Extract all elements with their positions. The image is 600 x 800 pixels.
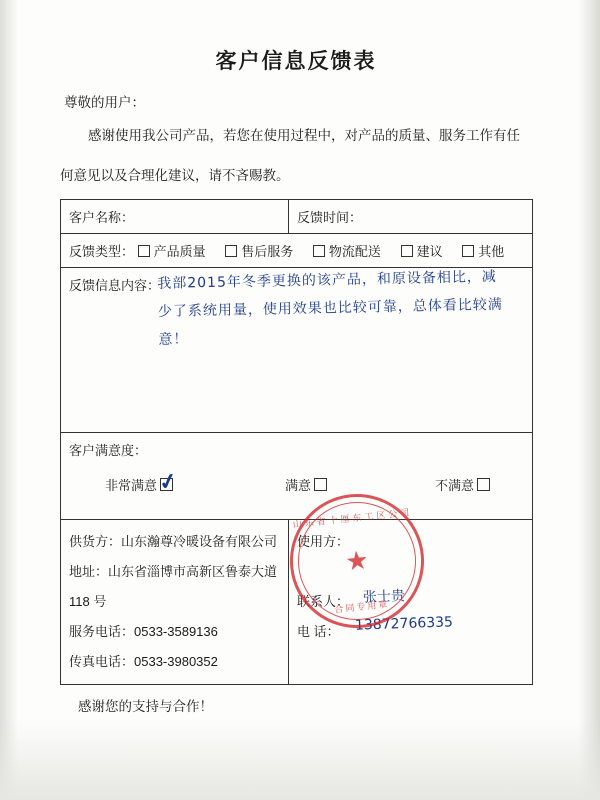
radio-label: 非常满意 xyxy=(105,478,158,493)
contact-line xyxy=(297,587,524,617)
seal-top-text: 山东省十厘东工区公司 xyxy=(292,506,413,530)
supplier-name: 山东瀚尊冷暖设备有限公司 xyxy=(121,534,278,549)
user-label-line xyxy=(297,527,524,557)
feedback-time-cell[interactable] xyxy=(289,200,533,234)
check-mark-icon: ✓ xyxy=(156,467,180,496)
checkbox-box-icon xyxy=(401,245,413,257)
seal-bottom-text: 合同专用章 xyxy=(333,598,390,615)
checkbox-box-icon xyxy=(313,245,325,257)
checkbox-box-icon xyxy=(314,478,327,491)
scan-shadow-right xyxy=(578,0,600,800)
star-icon: ★ xyxy=(343,544,371,577)
document-body xyxy=(60,45,532,715)
checkbox-product-quality[interactable] xyxy=(138,241,206,260)
feedback-type-label: 反馈类型： xyxy=(69,244,135,259)
checkbox-box-icon xyxy=(138,245,150,257)
checkbox-label: 其他 xyxy=(478,244,505,259)
feedback-content-label: 反馈信息内容： xyxy=(69,278,161,293)
checkbox-after-sales[interactable] xyxy=(225,241,293,260)
checkbox-suggestion[interactable] xyxy=(401,241,443,260)
checkbox-box-icon xyxy=(225,245,237,257)
checkbox-label: 售后服务 xyxy=(241,244,294,259)
checkbox-logistics[interactable] xyxy=(313,241,381,260)
phone-label: 电 话： xyxy=(297,624,340,639)
contact-phone-handwriting: 13872766335 xyxy=(354,614,454,634)
table-row-feedback-content xyxy=(61,268,533,433)
scan-shadow-left xyxy=(0,0,18,800)
satisfaction-options xyxy=(69,467,524,496)
supplier-address-line2: 118 号 xyxy=(69,594,107,609)
checkbox-label: 产品质量 xyxy=(153,244,206,259)
radio-very-satisfied[interactable] xyxy=(105,467,180,496)
intro-paragraph: 感谢使用我公司产品，若您在使用过程中，对产品的质量、服务工作有任 xyxy=(88,128,520,143)
checkbox-box-icon xyxy=(477,478,490,491)
customer-name-cell[interactable] xyxy=(61,200,289,234)
user-label: 使用方： xyxy=(297,534,350,549)
supplier-service-phone-line xyxy=(69,617,280,647)
checkbox-box-icon xyxy=(462,245,474,257)
supplier-address-line1 xyxy=(69,557,280,587)
checkbox-other[interactable] xyxy=(462,241,504,260)
scan-shadow-bottom xyxy=(0,720,600,800)
fax-label: 传真电话： xyxy=(69,654,135,669)
table-row-satisfaction xyxy=(61,433,533,520)
checkbox-label: 物流配送 xyxy=(328,244,381,259)
salutation: 尊敬的用户： xyxy=(64,95,145,110)
contact-name-handwriting: 张士贵 xyxy=(362,588,406,606)
radio-label: 满意 xyxy=(285,478,312,493)
feedback-content-cell[interactable] xyxy=(61,268,533,433)
user-info-cell[interactable] xyxy=(289,520,533,685)
supplier-name-line xyxy=(69,527,280,557)
satisfaction-cell xyxy=(61,433,533,520)
table-row-customer-name xyxy=(61,200,533,234)
feedback-type-cell xyxy=(61,234,533,268)
checkbox-label: 建议 xyxy=(416,244,443,259)
intro-paragraph-line2: 何意见以及合理化建议，请不吝赐教。 xyxy=(60,168,290,183)
service-phone-value: 0533-3589136 xyxy=(134,624,218,639)
page-title: 客户信息反馈表 xyxy=(215,49,377,73)
supplier-label: 供货方： xyxy=(69,534,122,549)
radio-not-satisfied[interactable] xyxy=(435,475,490,494)
closing-text: 感谢您的支持与合作！ xyxy=(78,699,213,714)
fax-value: 0533-3980352 xyxy=(134,654,218,669)
table-row-contacts xyxy=(61,520,533,685)
feedback-form-table xyxy=(60,199,533,685)
supplier-info-cell xyxy=(61,520,289,685)
address-label: 地址： xyxy=(69,564,109,579)
satisfaction-label: 客户满意度： xyxy=(69,443,148,458)
radio-label: 不满意 xyxy=(435,478,475,493)
feedback-content-handwriting: 我部2015年冬季更换的该产品，和原设备相比，减少了系统用量，使用效果也比较可靠，总体看比较满意！ xyxy=(157,268,503,348)
supplier-fax-line xyxy=(69,647,280,677)
contact-label: 联系人： xyxy=(297,594,350,609)
feedback-time-label: 反馈时间： xyxy=(297,210,363,225)
table-row-feedback-type xyxy=(61,234,533,268)
radio-satisfied[interactable] xyxy=(285,475,327,494)
customer-name-label: 客户名称： xyxy=(69,210,135,225)
service-phone-label: 服务电话： xyxy=(69,624,135,639)
address-value: 山东省淄博市高新区鲁泰大道 xyxy=(108,564,278,579)
